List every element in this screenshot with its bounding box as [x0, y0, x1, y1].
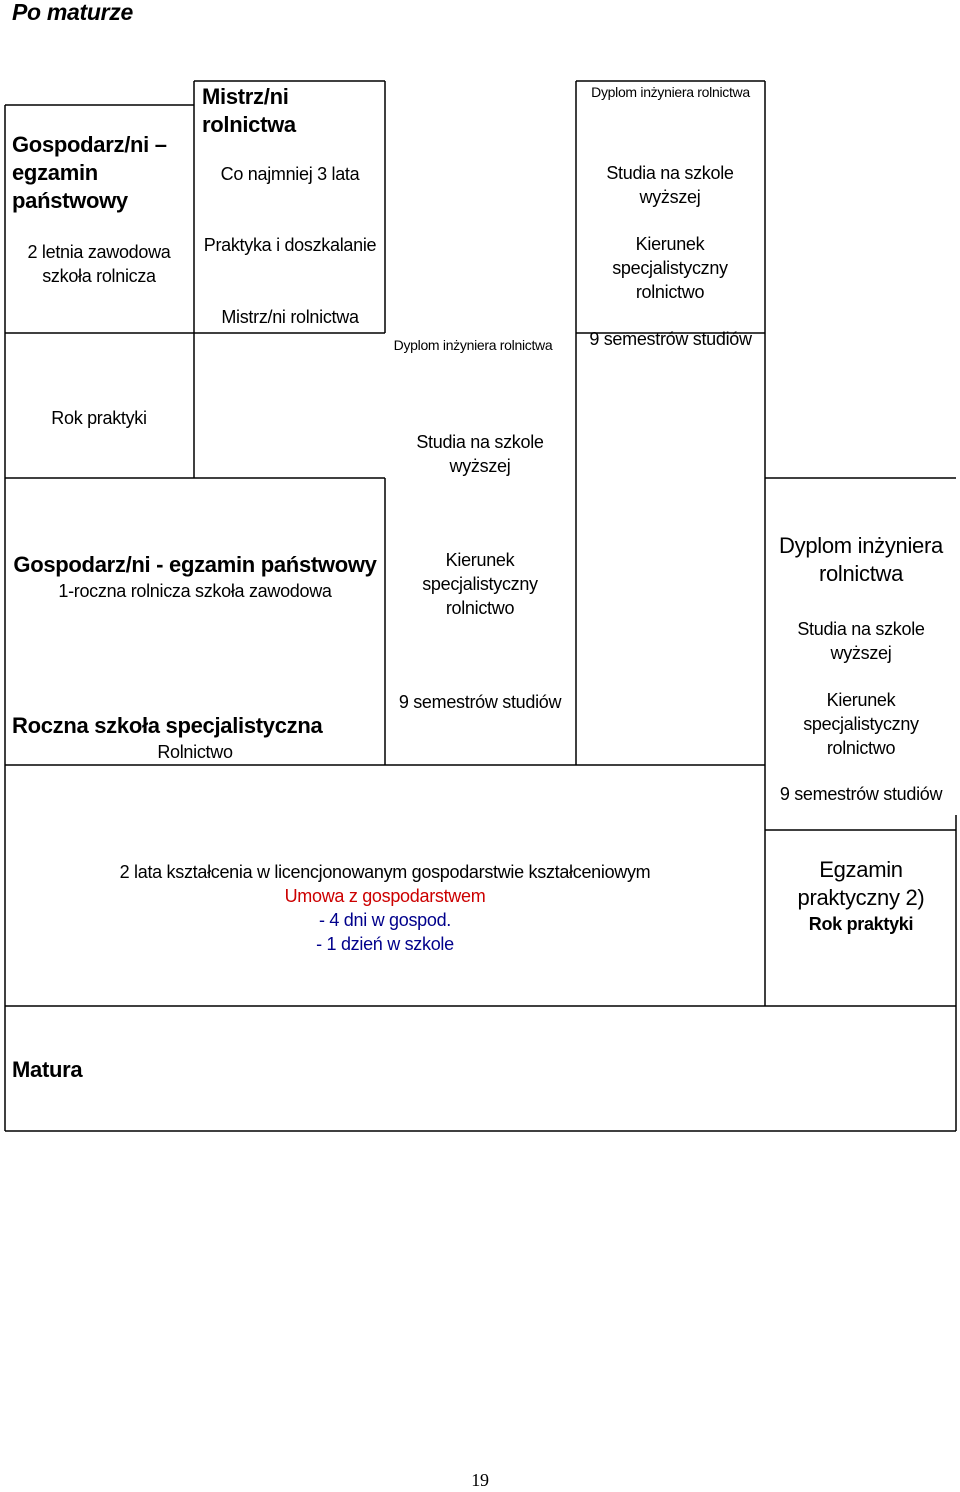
page-number: 19: [471, 1470, 489, 1490]
mistrz-result: Mistrz/ni rolnictwa: [221, 307, 359, 327]
middle-duration: 9 semestrów studiów: [398, 692, 562, 712]
right-studies: Studia na szkole wyższej: [606, 163, 734, 207]
mistrz-training: Praktyka i doszkalanie: [203, 235, 377, 255]
special-school-title: Roczna szkoła specjalistyczna: [12, 713, 323, 738]
far-right-studies: Studia na szkole wyższej: [797, 619, 925, 663]
far-right-field: Kierunek specjalistyczny rolnictwo: [803, 690, 919, 758]
far-right-diploma: Dyplom inżyniera rolnictwa: [779, 533, 943, 586]
middle-diploma: Dyplom inżyniera rolnictwa: [393, 337, 553, 353]
matura-label: Matura: [12, 1057, 83, 1082]
training-farm-days: - 4 dni w gospod.: [319, 910, 451, 930]
page-title: Po maturze: [12, 0, 133, 25]
mistrz-title: Mistrz/ni rolnictwa: [202, 84, 296, 137]
middle-field: Kierunek specjalistyczny rolnictwo: [422, 550, 538, 618]
right-duration: 9 semestrów studiów: [589, 329, 752, 349]
exam-subtitle: Rok praktyki: [808, 914, 914, 934]
gospodarz-practice: Rok praktyki: [51, 408, 147, 428]
training-contract: Umowa z gospodarstwem: [284, 886, 486, 906]
special-school-field: Rolnictwo: [157, 742, 233, 762]
one-year-school: 1-roczna rolnicza szkoła zawodowa: [58, 581, 332, 601]
gospodarz-title: Gospodarz/ni – egzamin państwowy: [12, 132, 167, 213]
exam-title: Egzamin praktyczny 2): [797, 857, 925, 910]
middle-studies: Studia na szkole wyższej: [416, 432, 544, 476]
far-right-duration: 9 semestrów studiów: [779, 784, 943, 804]
training-line1: 2 lata kształcenia w licencjonowanym gospodarstwie kształceniowym: [119, 862, 651, 882]
right-diploma: Dyplom inżyniera rolnictwa: [591, 84, 750, 100]
mistrz-duration: Co najmniej 3 lata: [220, 164, 360, 184]
one-year-title: Gospodarz/ni - egzamin państwowy: [13, 552, 377, 577]
gospodarz-school: 2 letnia zawodowa szkoła rolnicza: [27, 242, 171, 286]
training-school-days: - 1 dzień w szkole: [316, 934, 454, 954]
right-field: Kierunek specjalistyczny rolnictwo: [612, 234, 728, 302]
